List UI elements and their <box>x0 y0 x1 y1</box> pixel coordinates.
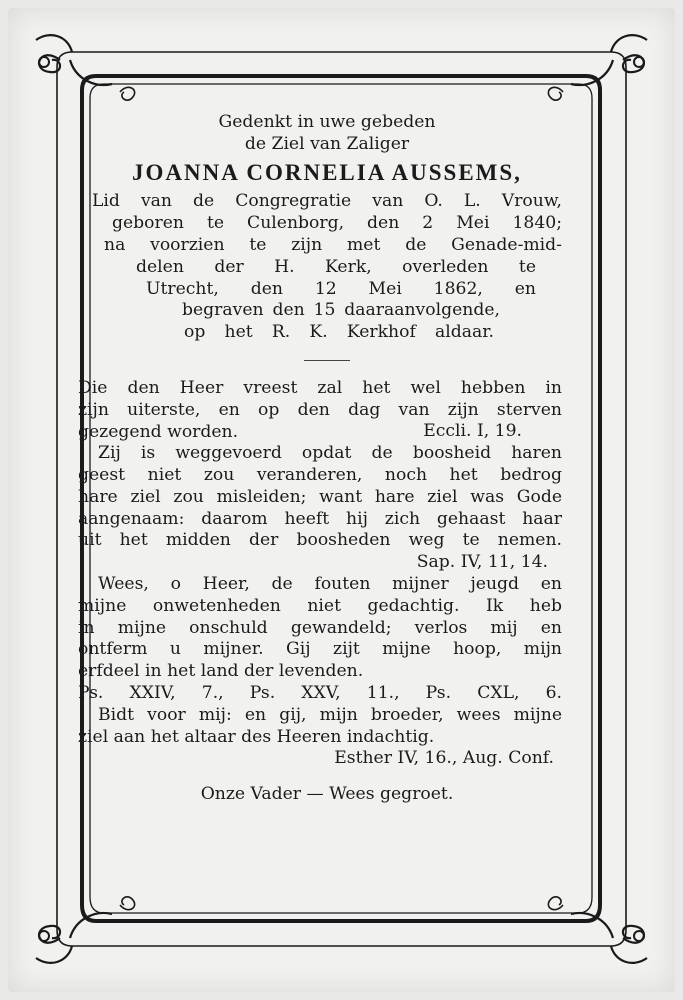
passage-2 <box>78 443 562 574</box>
passage-line: erfdeel in het land der levenden. <box>78 661 364 682</box>
passage-reference: Esther IV, 16., Aug. Conf. <box>334 748 554 769</box>
card-text <box>78 112 562 806</box>
passage-4 <box>78 705 562 770</box>
passage-line: Zij is weggevoerd opdat de boosheid haren <box>98 443 562 464</box>
passage-line: gezegend worden. <box>78 421 239 442</box>
bio-line: na voorzien te zijn met de Genade-mid- <box>104 234 562 255</box>
bio-line: op het R. K. Kerkhof aldaar. <box>184 322 494 343</box>
bio-line: begraven den 15 daaraanvolgende, <box>182 300 500 321</box>
passage-line: ziel aan het altaar des Heeren indachtig. <box>78 726 435 747</box>
passage-line: ontferm u mijner. Gij zijt mijne hoop, mijn <box>78 639 562 660</box>
intro-line-2: de Ziel van Zaliger <box>244 133 410 154</box>
closing-prayer: Onze Vader — Wees gegroet. <box>200 784 454 805</box>
bio-line: geboren te Culenborg, den 2 Mei 1840; <box>112 213 562 234</box>
divider-rule <box>304 360 350 361</box>
passage-reference: Ps. XXIV, 7., Ps. XXV, 11., Ps. CXL, 6. <box>78 682 562 703</box>
passage-line: Die den Heer vreest zal het wel hebben in <box>78 377 562 398</box>
intro-block <box>92 112 562 183</box>
passage-line: zijn uiterste, en op den dag van zijn sterven <box>78 399 562 420</box>
passage-line: geest niet zou veranderen, noch het bedrog <box>78 464 562 485</box>
intro-line-1: Gedenkt in uwe gebeden <box>218 112 436 132</box>
passage-line: hare ziel zou misleiden; want hare ziel was Gode <box>78 486 562 507</box>
passage-line: Bidt voor mij: en gij, mijn broeder, wees mijne <box>98 704 562 725</box>
passage-line: uit het midden der boosheden weg te nemen. <box>78 530 562 551</box>
bio-line: delen der H. Kerk, overleden te <box>136 256 536 277</box>
deceased-name: JOANNA CORNELIA AUSSEMS, <box>132 159 522 185</box>
bio-line: Utrecht, den 12 Mei 1862, en <box>146 278 536 299</box>
passage-reference: Eccli. I, 19. <box>423 421 522 442</box>
passage-line: in mijne onschuld gewandeld; verlos mij en <box>78 617 562 638</box>
passage-1 <box>78 378 562 443</box>
passage-3 <box>78 574 562 705</box>
passage-line: Wees, o Heer, de fouten mijner jeugd en <box>98 573 562 594</box>
bio-line: Lid van de Congregratie van O. L. Vrouw, <box>92 191 562 212</box>
passage-line: mijne onwetenheden niet gedachtig. Ik heb <box>78 595 562 616</box>
passage-line: aangenaam: daarom heeft hij zich gehaast haar <box>78 508 562 529</box>
biography <box>92 191 562 344</box>
passage-reference: Sap. IV, 11, 14. <box>416 552 548 573</box>
